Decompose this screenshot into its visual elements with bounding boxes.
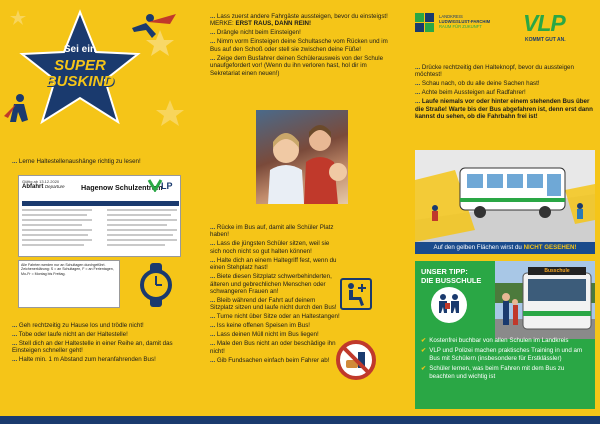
rule-item: ... Halte dich an einem Haltegriff fest, wenn du einen Stehplatz hast! bbox=[210, 256, 337, 272]
vlp-tagline: KOMMT GUT AN. bbox=[525, 37, 566, 43]
school-children-icon bbox=[429, 285, 469, 325]
rules-list-bottom bbox=[210, 224, 340, 366]
children-illustration bbox=[256, 110, 348, 204]
intro-text: ... Lerne Haltestellenaushänge richtig zu lesen! bbox=[12, 158, 141, 165]
check-item: ✔ VLP und Polizei machen praktisches Training in und am Bus mit Schülern (insbesondere für Erstklässler) bbox=[421, 347, 583, 362]
timetable-row bbox=[22, 239, 92, 241]
timetable-vlp-logo bbox=[147, 178, 177, 192]
rule-item: ... Lass zuerst andere Fahrgäste aussteigen, bevor du einsteigst! MERKE: ERST RAUS, DANN REIN! bbox=[210, 13, 388, 28]
rule-item: ... Zeige dem Busfahrer deinen Schülerausweis von der Schule unaufgefordert vor! (Wenn du ihn verloren hast, hol dir im Sekretariat einen neuen!) bbox=[210, 54, 384, 77]
busschule-photo bbox=[495, 261, 595, 339]
check-icon: ✔ bbox=[421, 337, 427, 344]
star-buskind-text: BUSKIND bbox=[45, 73, 115, 90]
timetable-row bbox=[107, 234, 173, 236]
column-right bbox=[405, 0, 600, 416]
rule-item: ... Drängle nicht beim Einsteigen! bbox=[210, 29, 301, 37]
check-item: ✔ Schüler lernen, was beim Fahren mit dem Bus zu beachten und wichtig ist bbox=[421, 365, 565, 380]
vlp-logo bbox=[523, 11, 593, 45]
check-item: ✔ Kostenfrei buchbar von allen Schulen im Landkreis bbox=[421, 337, 569, 344]
rule-item: ... Drücke rechtzeitig den Halteknopf, bevor du aussteigen möchtest! bbox=[415, 64, 574, 79]
timetable-header-bar bbox=[22, 201, 179, 206]
landkreis-logo bbox=[415, 13, 500, 35]
timetable-row bbox=[22, 209, 92, 211]
rule-item: ... Lass die jüngsten Schüler sitzen, weil sie sich noch nicht so gut halten können! bbox=[210, 240, 330, 255]
rule-item: ... Schau nach, ob du alle deine Sachen hast! bbox=[415, 80, 540, 88]
no-food-icon bbox=[336, 340, 376, 380]
rule-item: ... Achte beim Aussteigen auf Radfahrer! bbox=[415, 89, 526, 97]
vlp-wordmark: VLP bbox=[523, 10, 565, 36]
landkreis-name: LUDWIGSLUST-PARCHIM bbox=[439, 19, 491, 25]
rule-item: ... Gib Fundsachen einfach beim Fahrer ab! bbox=[210, 356, 330, 364]
landkreis-slogan: RAUM FÜR ZUKUNFT bbox=[439, 24, 482, 30]
timetable-legend: Alle Fahrten werden nur an Schultagen durchgeführt. Zeichenerklärung: S = an Schultagen, F = an Ferientagen, Mo-Fr = Montag bis Freitag. bbox=[18, 260, 120, 308]
check-icon: ✔ bbox=[421, 347, 427, 355]
timetable-row bbox=[22, 224, 82, 226]
timetable-abfahrt: Abfahrt Departure bbox=[22, 184, 65, 190]
svg-text:LP: LP bbox=[161, 181, 173, 191]
star-badge bbox=[15, 6, 145, 124]
star-title: Sei ein bbox=[63, 44, 97, 55]
timetable-stop-name: Hagenow Schulzentrum bbox=[81, 183, 163, 192]
timetable-row bbox=[107, 209, 177, 211]
bus-danger-illustration bbox=[415, 150, 595, 242]
rule-item: ... Laufe niemals vor oder hinter einem stehenden Bus über die Straße! Warte bis der Bus abgefahren ist, denn erst dann kannst du sehen, ob die Fahrbahn frei ist! bbox=[415, 98, 593, 121]
timetable-row bbox=[22, 244, 84, 246]
watch-icon bbox=[138, 263, 174, 307]
check-icon: ✔ bbox=[421, 365, 427, 373]
rule-item: ... Iss keine offenen Speisen im Bus! bbox=[210, 322, 311, 330]
rule-item: ... Turne nicht über Sitze oder an Haltestangen! bbox=[210, 313, 340, 321]
column-middle bbox=[200, 0, 405, 416]
rule-item: ... Geh rechtzeitig zu Hause los und trödle nicht! bbox=[12, 322, 144, 329]
small-star-icon bbox=[156, 100, 184, 126]
danger-zone-caption: Auf den gelben Flächen wirst du NICHT GESEHEN! bbox=[433, 244, 577, 251]
landkreis-emblem-icon bbox=[415, 13, 435, 33]
rule-item: ... Tobe oder laufe nicht an der Haltestelle! bbox=[12, 331, 128, 338]
timetable-row bbox=[107, 229, 177, 231]
timetable-row bbox=[107, 214, 171, 216]
rule-item: ... Bleib während der Fahrt auf deinem Sitzplatz sitzen und laufe nicht durch den Bus! bbox=[210, 297, 337, 312]
timetable-row bbox=[22, 234, 88, 236]
rules-list-left bbox=[12, 322, 194, 365]
timetable-row bbox=[22, 214, 87, 216]
rule-item: ... Lass deinen Müll nicht im Bus liegen! bbox=[210, 331, 319, 339]
rule-item: ... Halte min. 1 m Abstand zum heranfahrenden Bus! bbox=[12, 356, 156, 364]
star-super-text: SUPER bbox=[54, 57, 106, 74]
children-photo bbox=[256, 110, 348, 204]
bus-danger-zone-figure bbox=[415, 150, 595, 254]
timetable-card bbox=[18, 175, 181, 257]
column-left bbox=[0, 0, 200, 416]
timetable-row bbox=[107, 239, 177, 241]
landkreis-label: LANDKREIS bbox=[439, 14, 463, 19]
timetable-validity: Gültig ab 13.12.2020 bbox=[22, 179, 60, 184]
timetable-row bbox=[107, 224, 167, 226]
tipp-box bbox=[415, 261, 595, 409]
rule-item: ... Rücke im Bus auf, damit alle Schüler Platz haben! bbox=[210, 224, 334, 239]
rule-item: ... Male den Bus nicht an oder beschädige ihn nicht! bbox=[210, 340, 336, 355]
timetable-row bbox=[107, 244, 165, 246]
bus-display-text: Busschule bbox=[544, 268, 570, 274]
rules-list-top bbox=[210, 13, 396, 79]
rules-list-right bbox=[415, 64, 595, 122]
tipp-title: UNSER TIPP: DIE BUSSCHULE bbox=[421, 267, 482, 285]
rule-item: ... Nimm vorm Einsteigen deine Schultasche vom Rücken und im Bus auf den Schoß oder stell sie zwischen deine Füße! bbox=[210, 38, 388, 53]
rule-item: ... Biete diesen Sitzplatz schwerbehinderten, älteren und gebrechlichen Menschen oder schwangeren Frauen an! bbox=[210, 273, 332, 296]
timetable-row bbox=[22, 219, 92, 221]
tipp-checklist bbox=[421, 337, 591, 380]
rule-item: ... Stell dich an der Haltestelle in einer Reihe an, damit das Einsteigen schneller geht! bbox=[12, 340, 173, 355]
seat-priority-icon bbox=[340, 278, 372, 310]
bottom-bar bbox=[0, 416, 600, 424]
timetable-row bbox=[107, 219, 177, 221]
timetable-row bbox=[22, 229, 92, 231]
